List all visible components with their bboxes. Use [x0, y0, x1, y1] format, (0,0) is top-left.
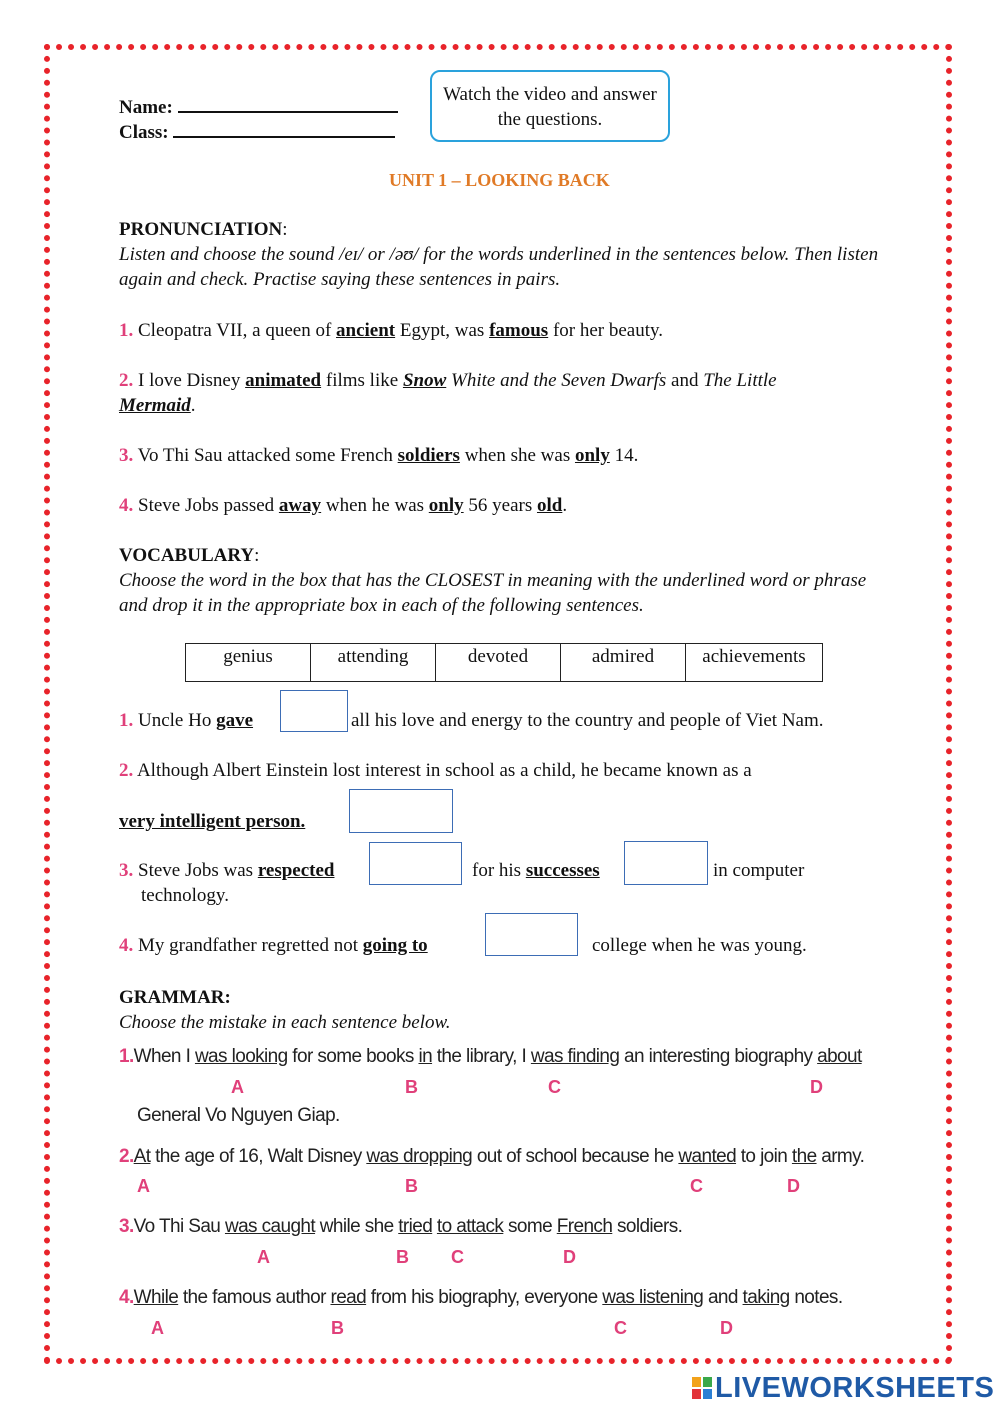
q2-option-b[interactable]: B — [405, 1176, 418, 1196]
pronunciation-heading: PRONUNCIATION: — [119, 219, 288, 240]
vocab-item-1: 1. Uncle Ho gave — [119, 710, 254, 731]
q1-option-a[interactable]: A — [231, 1077, 244, 1097]
vocab-item-2: 2. Although Albert Einstein lost interest in school as a child, he became known as a — [119, 760, 752, 781]
q1-option-c[interactable]: C — [548, 1077, 561, 1097]
instruction-box: Watch the video and answer the questions. — [430, 70, 670, 142]
grammar-instruction: Choose the mistake in each sentence below. — [119, 1012, 451, 1033]
grammar-q1: 1.When I was looking for some books in the library, I was finding an interesting biography about — [119, 1046, 862, 1067]
unit-title: UNIT 1 – LOOKING BACK — [389, 170, 610, 190]
word-bank-item[interactable]: genius — [186, 644, 311, 682]
class-line: Class: — [119, 120, 395, 145]
q4-option-c[interactable]: C — [614, 1318, 627, 1338]
word-bank-item[interactable]: devoted — [436, 644, 561, 682]
liveworksheets-logo: LIVEWORKSHEETS — [692, 1372, 994, 1405]
q3-option-a[interactable]: A — [257, 1247, 270, 1267]
drop-box-3a[interactable] — [369, 842, 462, 885]
drop-box-2[interactable] — [349, 789, 453, 833]
vocab-item-2-phrase: very intelligent person. — [119, 811, 306, 832]
vocabulary-heading: VOCABULARY: — [119, 545, 260, 566]
name-field[interactable] — [178, 95, 398, 113]
word-bank-item[interactable]: achievements — [686, 644, 823, 682]
vocab-item-4-rest: college when he was young. — [592, 935, 807, 956]
q2-option-a[interactable]: A — [137, 1176, 150, 1196]
vocabulary-instruction: Choose the word in the box that has the CLOSEST in meaning with the underlined word or phrase and drop it in the appropriate box in each of the following sentences. — [119, 570, 867, 616]
q4-option-d[interactable]: D — [720, 1318, 733, 1338]
grammar-q4: 4.While the famous author read from his biography, everyone was listening and taking notes. — [119, 1287, 843, 1308]
q3-option-d[interactable]: D — [563, 1247, 576, 1267]
q2-option-c[interactable]: C — [690, 1176, 703, 1196]
grammar-heading: GRAMMAR: — [119, 987, 231, 1008]
vocab-item-4: 4. My grandfather regretted not going to — [119, 935, 428, 956]
q4-option-a[interactable]: A — [151, 1318, 164, 1338]
pron-item-4: 4. Steve Jobs passed away when he was only 56 years old. — [119, 495, 568, 516]
q3-option-b[interactable]: B — [396, 1247, 409, 1267]
q1-option-b[interactable]: B — [405, 1077, 418, 1097]
vocab-item-3-mid: for his successes — [472, 860, 600, 881]
name-line: Name: — [119, 95, 398, 120]
liveworksheets-logo-icon — [692, 1377, 712, 1399]
vocab-item-3-end: in computer — [713, 860, 805, 881]
grammar-q1-line2: General Vo Nguyen Giap. — [137, 1105, 340, 1126]
grammar-q3: 3.Vo Thi Sau was caught while she tried to attack some French soldiers. — [119, 1216, 683, 1237]
q3-option-c[interactable]: C — [451, 1247, 464, 1267]
pron-item-1: 1. Cleopatra VII, a queen of ancient Egypt, was famous for her beauty. — [119, 320, 664, 341]
word-bank-item[interactable]: attending — [311, 644, 436, 682]
q1-option-d[interactable]: D — [810, 1077, 823, 1097]
vocab-item-1-rest: all his love and energy to the country and people of Viet Nam. — [351, 710, 824, 731]
drop-box-3b[interactable] — [624, 841, 708, 885]
grammar-q2: 2.At the age of 16, Walt Disney was dropping out of school because he wanted to join the army. — [119, 1146, 865, 1167]
pronunciation-instruction: Listen and choose the sound /eɪ/ or /əʊ/ for the words underlined in the sentences below. Then listen again and check. Practise saying these sentences in pairs. — [119, 244, 879, 290]
word-bank — [185, 643, 823, 682]
q2-option-d[interactable]: D — [787, 1176, 800, 1196]
q4-option-b[interactable]: B — [331, 1318, 344, 1338]
class-field[interactable] — [173, 120, 395, 138]
word-bank-item[interactable]: admired — [561, 644, 686, 682]
vocab-item-3: 3. Steve Jobs was respected — [119, 860, 335, 881]
drop-box-4[interactable] — [485, 913, 578, 956]
pron-item-3: 3. Vo Thi Sau attacked some French soldiers when she was only 14. — [119, 445, 639, 466]
drop-box-1[interactable] — [280, 690, 348, 732]
vocab-item-3-line2: technology. — [141, 885, 229, 906]
pron-item-2: 2. I love Disney animated films like Snow White and the Seven Dwarfs and The Little Mermaid. — [119, 370, 777, 416]
